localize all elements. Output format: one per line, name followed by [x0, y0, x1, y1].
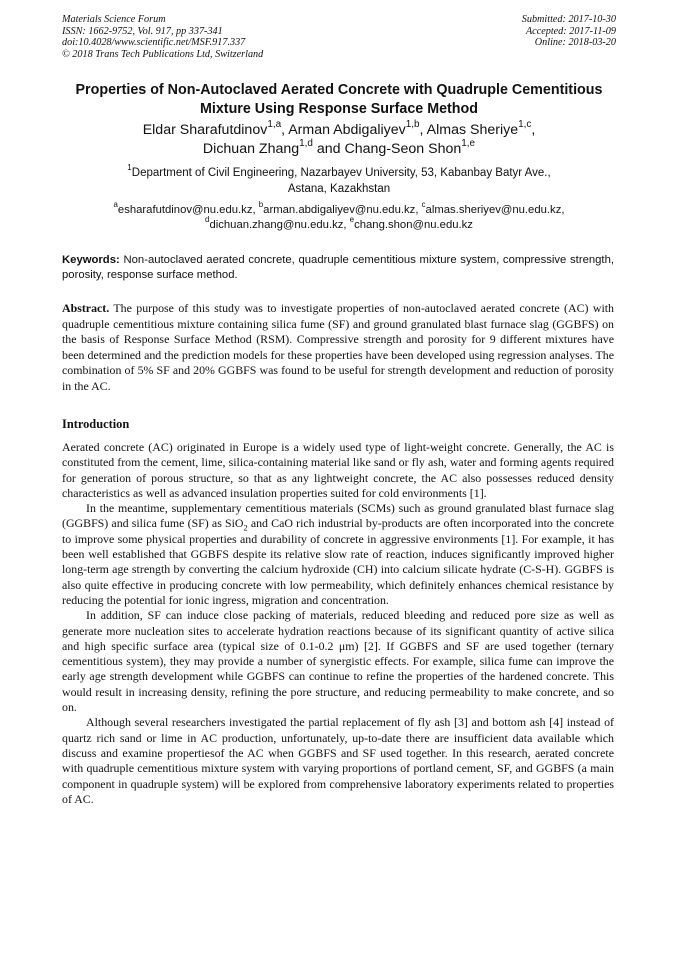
accepted-date: Accepted: 2017-11-09 — [525, 25, 616, 37]
paragraph: In addition, SF can induce close packing of materials, reduced bleeding and reduced pore size as well as generate more nucleation sites to accelerate hydration reactions because of its significant quantity of active silica and high specific surface area (typical size of 0.1-0.2 μm) [2]. If GGBFS and SF are used together (ternary cementitious system), they may provide a number of synergistic effects. For example, silica fume can improve the early age strength development while GGBFS can continue to refine the properties of the hardened concrete. This would result in increasing density, refining the pore structure, and reducing permeability to make concrete, and so on. — [62, 608, 614, 715]
keywords — [62, 253, 614, 283]
submitted-date: Submitted: 2017-10-30 — [521, 14, 616, 25]
email-superscript: a — [113, 200, 118, 210]
paragraph: Although several researchers investigated the partial replacement of fly ash [3] and bottom ash [4] instead of quartz rich sand or lime in AC production, unfortunately, up-to-date there are insufficient data available which discuss and examine propertiesof the AC when GGBFS and SF used together. In this research, aerated concrete with quadruple cementitious mixture system with varying proportions of portland cement, SF, and GGBFS (a main component in quadruple system) will be explored from comprehensive laboratory experiments related to properties of AC. — [62, 715, 614, 806]
author-name: Eldar Sharafutdinov — [142, 122, 268, 138]
author-separator: , — [281, 122, 289, 138]
abstract-text: The purpose of this study was to investigate properties of non-autoclaved aerated concrete (AC) with quadruple cementitious mixture containing silica fume (SF) and ground granulated blast furnace slag (GGBFS) on the basis of Response Surface Method (RSM). Compressive strength and porosity for 9 different mixtures have been determined and the prediction models for these properties have been developed using regression analyses. The combination of 5% SF and 20% GGBFS was found to be useful for strength development and reduction of porosity in the AC. — [62, 301, 614, 393]
abstract — [62, 301, 614, 395]
journal-name: Materials Science Forum — [62, 14, 166, 25]
affiliation-line-1: Department of Civil Engineering, Nazarbayev University, 53, Kabanbay Batyr Ave., — [131, 167, 551, 179]
author-superscript: 1,d — [299, 138, 313, 150]
journal-copyright: © 2018 Trans Tech Publications Ltd, Switzerland — [62, 48, 264, 60]
email-superscript: b — [258, 200, 264, 210]
author-emails — [70, 200, 608, 233]
journal-info — [62, 14, 263, 60]
journal-issn: ISSN: 1662-9752, Vol. 917, pp 337-341 — [62, 25, 223, 37]
author-name: Chang-Seon Shon — [344, 141, 462, 157]
author-list — [70, 121, 608, 159]
paragraph — [62, 501, 614, 608]
paper-title: Properties of Non-Autoclaved Aerated Concrete with Quadruple Cementitious Mixture Using Response Surface Method — [75, 82, 603, 117]
affiliation-line-2: Astana, Kazakhstan — [287, 183, 391, 195]
email-separator: , — [252, 204, 259, 216]
author-superscript: 1,e — [461, 138, 476, 150]
online-date: Online: 2018-03-20 — [534, 37, 616, 49]
author-separator: , — [531, 122, 536, 138]
author-name: Dichuan Zhang — [202, 141, 300, 157]
paragraph-text: In the meantime, supplementary cementitious materials (SCMs) such as ground granulated blast furnace slag (GGBFS) and silica fume (SF) as SiO — [62, 501, 614, 531]
email-address[interactable]: esharafutdinov@nu.edu.kz — [117, 204, 253, 216]
author-separator: , — [419, 122, 427, 138]
email-address[interactable]: dichuan.zhang@nu.edu.kz — [209, 219, 344, 231]
author-separator: and — [312, 141, 345, 157]
email-separator: , — [561, 204, 565, 216]
email-superscript: e — [349, 215, 355, 225]
email-superscript: d — [205, 215, 210, 225]
submission-dates — [522, 14, 616, 49]
author-superscript: 1,c — [518, 119, 532, 131]
email-superscript: c — [421, 200, 426, 210]
author-name: Almas Sheriye — [426, 122, 519, 138]
paragraph: Aerated concrete (AC) originated in Europe is a widely used type of light-weight concrete. Generally, the AC is constituted from the cement, lime, silica-containing material like sand or fly ash, water and forming agents required for generation of porous structure, so that as any lightweight concrete, the AC also possesses reduced density characteristics as well as advanced insulation properties suited for cold environments [1]. — [62, 440, 614, 500]
abstract-label: Abstract. — [62, 301, 110, 315]
paragraph-text: and CaO rich industrial by-products are often incorporated into the concrete to improve some physical properties and durability of concrete in aggressive environments [1]. For example, it has been well established that GGBFS despite its relative slow rate of reaction, induces significantly improved higher long-term age strength by converting the calcium hydroxide (CH) into calcium silicate hydrate (C-S-H). GGBFS is also quite effective in producing concrete with low permeability, which definitely enhances chemical resistance by reducing the potential for ionic ingress, migration and concentration. — [62, 516, 614, 607]
author-name: Arman Abdigaliyev — [288, 122, 406, 138]
keywords-text: Non-autoclaved aerated concrete, quadruple cementitious mixture system, compressive strength, porosity, response surface method. — [62, 254, 614, 282]
affiliation-superscript: 1 — [127, 163, 132, 173]
section-heading-introduction: Introduction — [62, 417, 130, 431]
affiliation — [70, 165, 608, 197]
journal-doi: doi:10.4028/www.scientific.net/MSF.917.337 — [62, 37, 246, 49]
author-superscript: 1,b — [405, 119, 420, 131]
email-address[interactable]: almas.sheriyev@nu.edu.kz — [425, 204, 562, 216]
email-address[interactable]: arman.abdigaliyev@nu.edu.kz — [263, 204, 416, 216]
email-address[interactable]: chang.shon@nu.edu.kz — [354, 219, 473, 231]
email-separator: , — [415, 204, 422, 216]
keywords-label: Keywords: — [62, 254, 120, 266]
author-superscript: 1,a — [267, 119, 282, 131]
subscript: 2 — [243, 523, 248, 533]
email-separator: , — [343, 219, 350, 231]
introduction-body — [62, 440, 614, 807]
